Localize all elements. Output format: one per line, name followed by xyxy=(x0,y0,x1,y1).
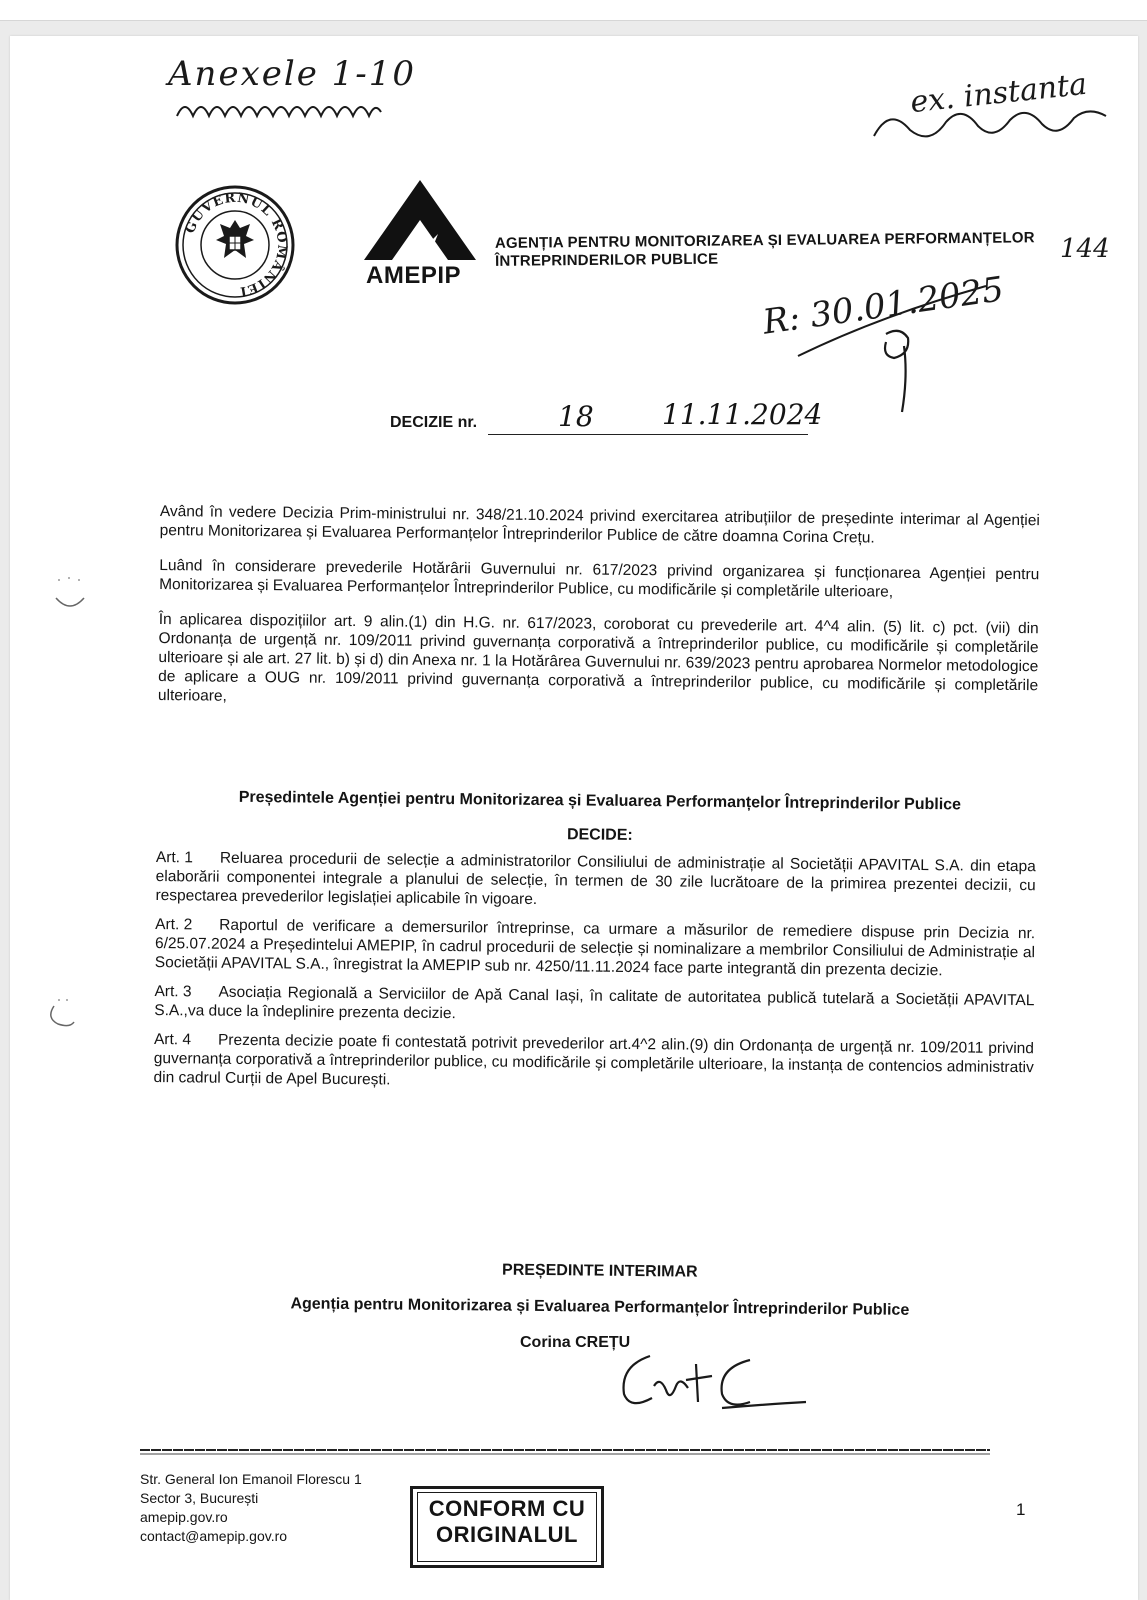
preamble-paragraph: În aplicarea dispozițiilor art. 9 alin.(1) din H.G. nr. 617/2023, coroborat cu prevederile art. 4^4 alin. (5) lit. c) pct. (vii) din Ordonanța de urgență nr. 109/2011 privind guvernanța corporativă a întreprinderilor publice, cu modificările și completările ulterioare și ale art. 27 lit. b) și d) din Anexa nr. 1 la Hotărârea Guvernului nr. 639/2023 pentru aprobarea Normelor metodologice de aplicare a OUG nr. 109/2011 privind guvernanța corporativă a întreprinderilor publice, cu modificările și completările ulterioare, xyxy=(157,610,1039,705)
punch-hole-mark-icon xyxy=(50,572,90,612)
stamp-line2: ORIGINALUL xyxy=(436,1522,578,1547)
address-line: Str. General Ion Emanoil Florescu 1 xyxy=(140,1471,362,1487)
article xyxy=(155,915,1036,981)
article-text: Asociația Regională a Serviciilor de Apă Canal Iași, în calitate de autoritatea publică tutelară a Societății APAVITAL S.A.,va duce la îndeplinire prezenta decizie. xyxy=(154,983,1035,1023)
handwritten-annex-note: Anexele 1-10 xyxy=(168,54,417,94)
handwritten-instance-note: ex. instanta xyxy=(908,66,1089,121)
decides-heading: DECIDE: xyxy=(566,826,633,844)
article xyxy=(155,848,1036,914)
address-line: Sector 3, București xyxy=(140,1490,259,1506)
handwritten-scribble xyxy=(175,94,385,124)
handwritten-scribble xyxy=(870,96,1110,146)
decision-underline xyxy=(488,434,808,435)
stamp-line1: CONFORM CU xyxy=(428,1496,586,1521)
article-label: Art. 1 xyxy=(155,848,194,867)
article xyxy=(154,982,1034,1029)
stamp-inner-border xyxy=(417,1492,597,1562)
article-text: Raportul de verificare a demersurilor întreprinse, ca urmare a măsurilor de remediere dispuse prin Decizia nr. 6/25.07.2024 a Președintelui AMEPIP, în cadrul procedurii de selecție și nominalizare a membrilor Consiliului de Administrație al Societății APAVITAL S.A., înregistrat la AMEPIP sub nr. 4250/11.11.2024 face parte integrantă din prezenta decizie. xyxy=(154,916,1036,980)
previous-page-edge xyxy=(0,0,1147,21)
punch-hole-mark-icon xyxy=(44,992,84,1032)
signatory-name: Corina CREȚU xyxy=(520,1334,631,1351)
page-number: 1 xyxy=(1016,1500,1026,1519)
decision-date: 11.11.2024 xyxy=(662,398,823,431)
government-seal xyxy=(174,184,296,306)
preamble-paragraph: Luând în considerare prevederile Hotărârii Guvernului nr. 617/2023 privind organizarea și funcționarea Agenției pentru Monitorizarea și Evaluarea Performanțelor Întreprinderilor Publice, cu modificările și completările ulterioare, xyxy=(159,556,1040,601)
logo-text: AMEPIP xyxy=(366,262,462,289)
footer-rule xyxy=(140,1448,990,1456)
agency-header-line1: AGENȚIA PENTRU MONITORIZAREA ȘI EVALUAREA PERFORMANȚELOR xyxy=(494,229,1035,252)
conform-stamp xyxy=(410,1486,604,1568)
article-label: Art. 3 xyxy=(154,982,192,1001)
articles xyxy=(153,848,1036,1106)
article-label: Art. 4 xyxy=(153,1030,192,1049)
handwritten-signature xyxy=(610,1346,810,1416)
eagle-icon xyxy=(216,220,254,258)
agency-header xyxy=(495,229,1055,271)
article-label: Art. 2 xyxy=(155,915,193,934)
amepip-logo xyxy=(358,178,482,289)
handwritten-registration-note: R: 30.01.2025 xyxy=(760,269,1007,343)
svg-text:GUVERNUL ROMÂNIEI: GUVERNUL ROMÂNIEI xyxy=(182,190,290,299)
decision-number: 18 xyxy=(558,400,594,433)
decision-label: DECIZIE nr. xyxy=(390,414,478,431)
website-link[interactable]: amepip.gov.ro xyxy=(140,1509,228,1525)
signature-agency: Agenția pentru Monitorizarea și Evaluarea Performanțelor Întreprinderilor Publice xyxy=(290,1295,910,1319)
preamble xyxy=(158,502,1040,730)
handwritten-page-count: 144 xyxy=(1060,234,1110,264)
article-text: Reluarea procedurii de selecție a administratorilor Consiliului de administrație al Societății APAVITAL S.A. din etapa elaborării componentei integrale a planului de selecție, în termen de 30 zile lucrătoare de la primirea prezentei decizii, cu respectarea prevederilor legislației aplicabile în vigoare. xyxy=(155,849,1036,908)
email-link[interactable]: contact@amepip.gov.ro xyxy=(140,1528,288,1544)
preamble-paragraph: Având în vedere Decizia Prim-ministrului nr. 348/21.10.2024 privind exercitarea atribuțiilor de președinte interimar al Agenției pentru Monitorizarea și Evaluarea Performanțelor Întreprinderilor Publice de către doamna Corina Crețu. xyxy=(159,502,1040,547)
footer-address xyxy=(140,1470,362,1546)
handwritten-registration-mark xyxy=(790,276,990,416)
article-text: Prezenta decizie poate fi contestată potrivit prevederilor art.4^2 alin.(9) din Ordonanța de urgență nr. 109/2011 privind guvernanța corporativă a întreprinderilor publice, cu modificările și completările ulterioare, la instanța de contencios administrativ din cadrul Curții de Apel București. xyxy=(153,1031,1035,1089)
decision-number-line xyxy=(390,398,830,446)
document-page xyxy=(10,36,1138,1600)
signature-title: PREȘEDINTE INTERIMAR xyxy=(502,1261,698,1281)
article xyxy=(153,1030,1034,1096)
agency-header-line2: ÎNTREPRINDERILOR PUBLICE xyxy=(495,250,719,270)
issuer-heading: Președintele Agenției pentru Monitorizarea și Evaluarea Performanțelor Întreprinderilor Publice xyxy=(238,788,962,814)
